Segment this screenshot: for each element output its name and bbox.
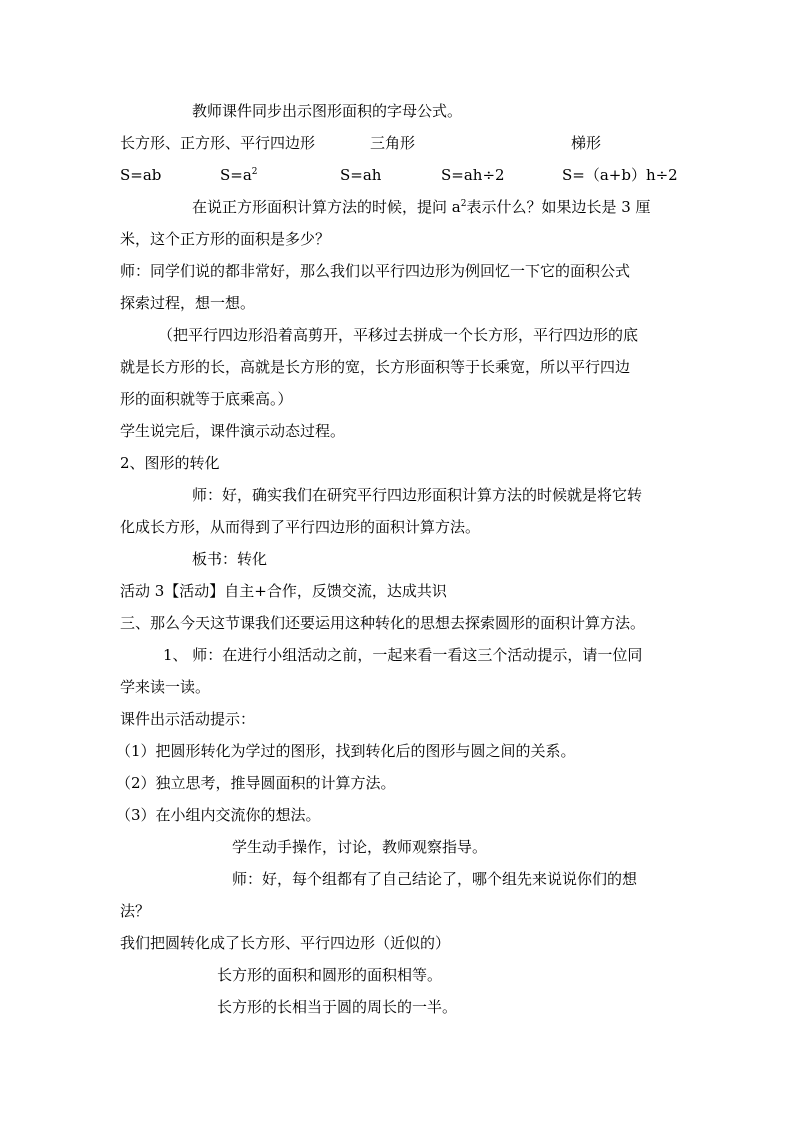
paragraph-line: 师：好，每个组都有了自己结论了，哪个组先来说说你们的想 [232,870,638,888]
paragraph-line: 形的面积就等于底乘高。） [120,390,293,408]
formula-parallelogram: S=ah [340,166,382,184]
activity-heading: 活动 3【活动】自主+合作，反馈交流，达成共识 [120,582,447,600]
paragraph-line: 板书：转化 [192,550,268,568]
formula-trapezoid: S=（a+b）h÷2 [562,166,678,184]
formula-header-trapezoid: 梯形 [571,134,602,152]
paragraph-line: （把平行四边形沿着高剪开，平移过去拼成一个长方形，平行四边形的底 [158,326,639,344]
paragraph-line: 学来读一读。 [120,678,211,696]
paragraph-line: 长方形的面积和圆形的面积相等。 [217,966,443,984]
list-item: （3）在小组内交流你的想法。 [116,806,321,824]
paragraph-line: 1、 师：在进行小组活动之前，一起来看一看这三个活动提示，请一位同 [163,646,643,664]
paragraph-line: 在说正方形面积计算方法的时候，提问 $a^2$表示什么？如果边长是 3 厘 [192,198,651,216]
formula-rectangle: S=ab [120,166,162,184]
paragraph-line: 三、那么今天这节课我们还要运用这种转化的思想去探索圆形的面积计算方法。 [120,614,646,632]
list-item: （2）独立思考，推导圆面积的计算方法。 [116,774,396,792]
paragraph-line: 学生动手操作，讨论，教师观察指导。 [232,838,488,856]
paragraph-line: 法？ [120,902,151,920]
paragraph-line: 教师课件同步出示图形面积的字母公式。 [192,102,463,120]
paragraph-line: 就是长方形的长，高就是长方形的宽，长方形面积等于长乘宽，所以平行四边 [120,358,631,376]
paragraph-line: 师：同学们说的都非常好，那么我们以平行四边形为例回忆一下它的面积公式 [120,262,631,280]
paragraph-line: 学生说完后，课件演示动态过程。 [120,422,346,440]
formula-header-triangle: 三角形 [370,134,416,152]
paragraph-line: 化成长方形，从而得到了平行四边形的面积计算方法。 [120,518,481,536]
paragraph-line: 米，这个正方形的面积是多少？ [120,230,331,248]
formula-triangle: S=ah÷2 [441,166,505,184]
formula-square: $S=a^2$ [220,166,258,184]
paragraph-line: 长方形的长相当于圆的周长的一半。 [217,998,458,1016]
paragraph-line: 我们把圆转化成了长方形、平行四边形（近似的） [120,934,451,952]
paragraph-line: 课件出示活动提示： [120,710,256,728]
paragraph-line: 师：好，确实我们在研究平行四边形面积计算方法的时候就是将它转 [192,486,643,504]
paragraph-line: 探索过程，想一想。 [120,294,256,312]
list-item: （1）把圆形转化为学过的图形，找到转化后的图形与圆之间的关系。 [116,742,576,760]
section-heading: 2、图形的转化 [120,454,220,472]
formula-header-rect-square-parallelogram: 长方形、正方形、平行四边形 [120,134,316,152]
